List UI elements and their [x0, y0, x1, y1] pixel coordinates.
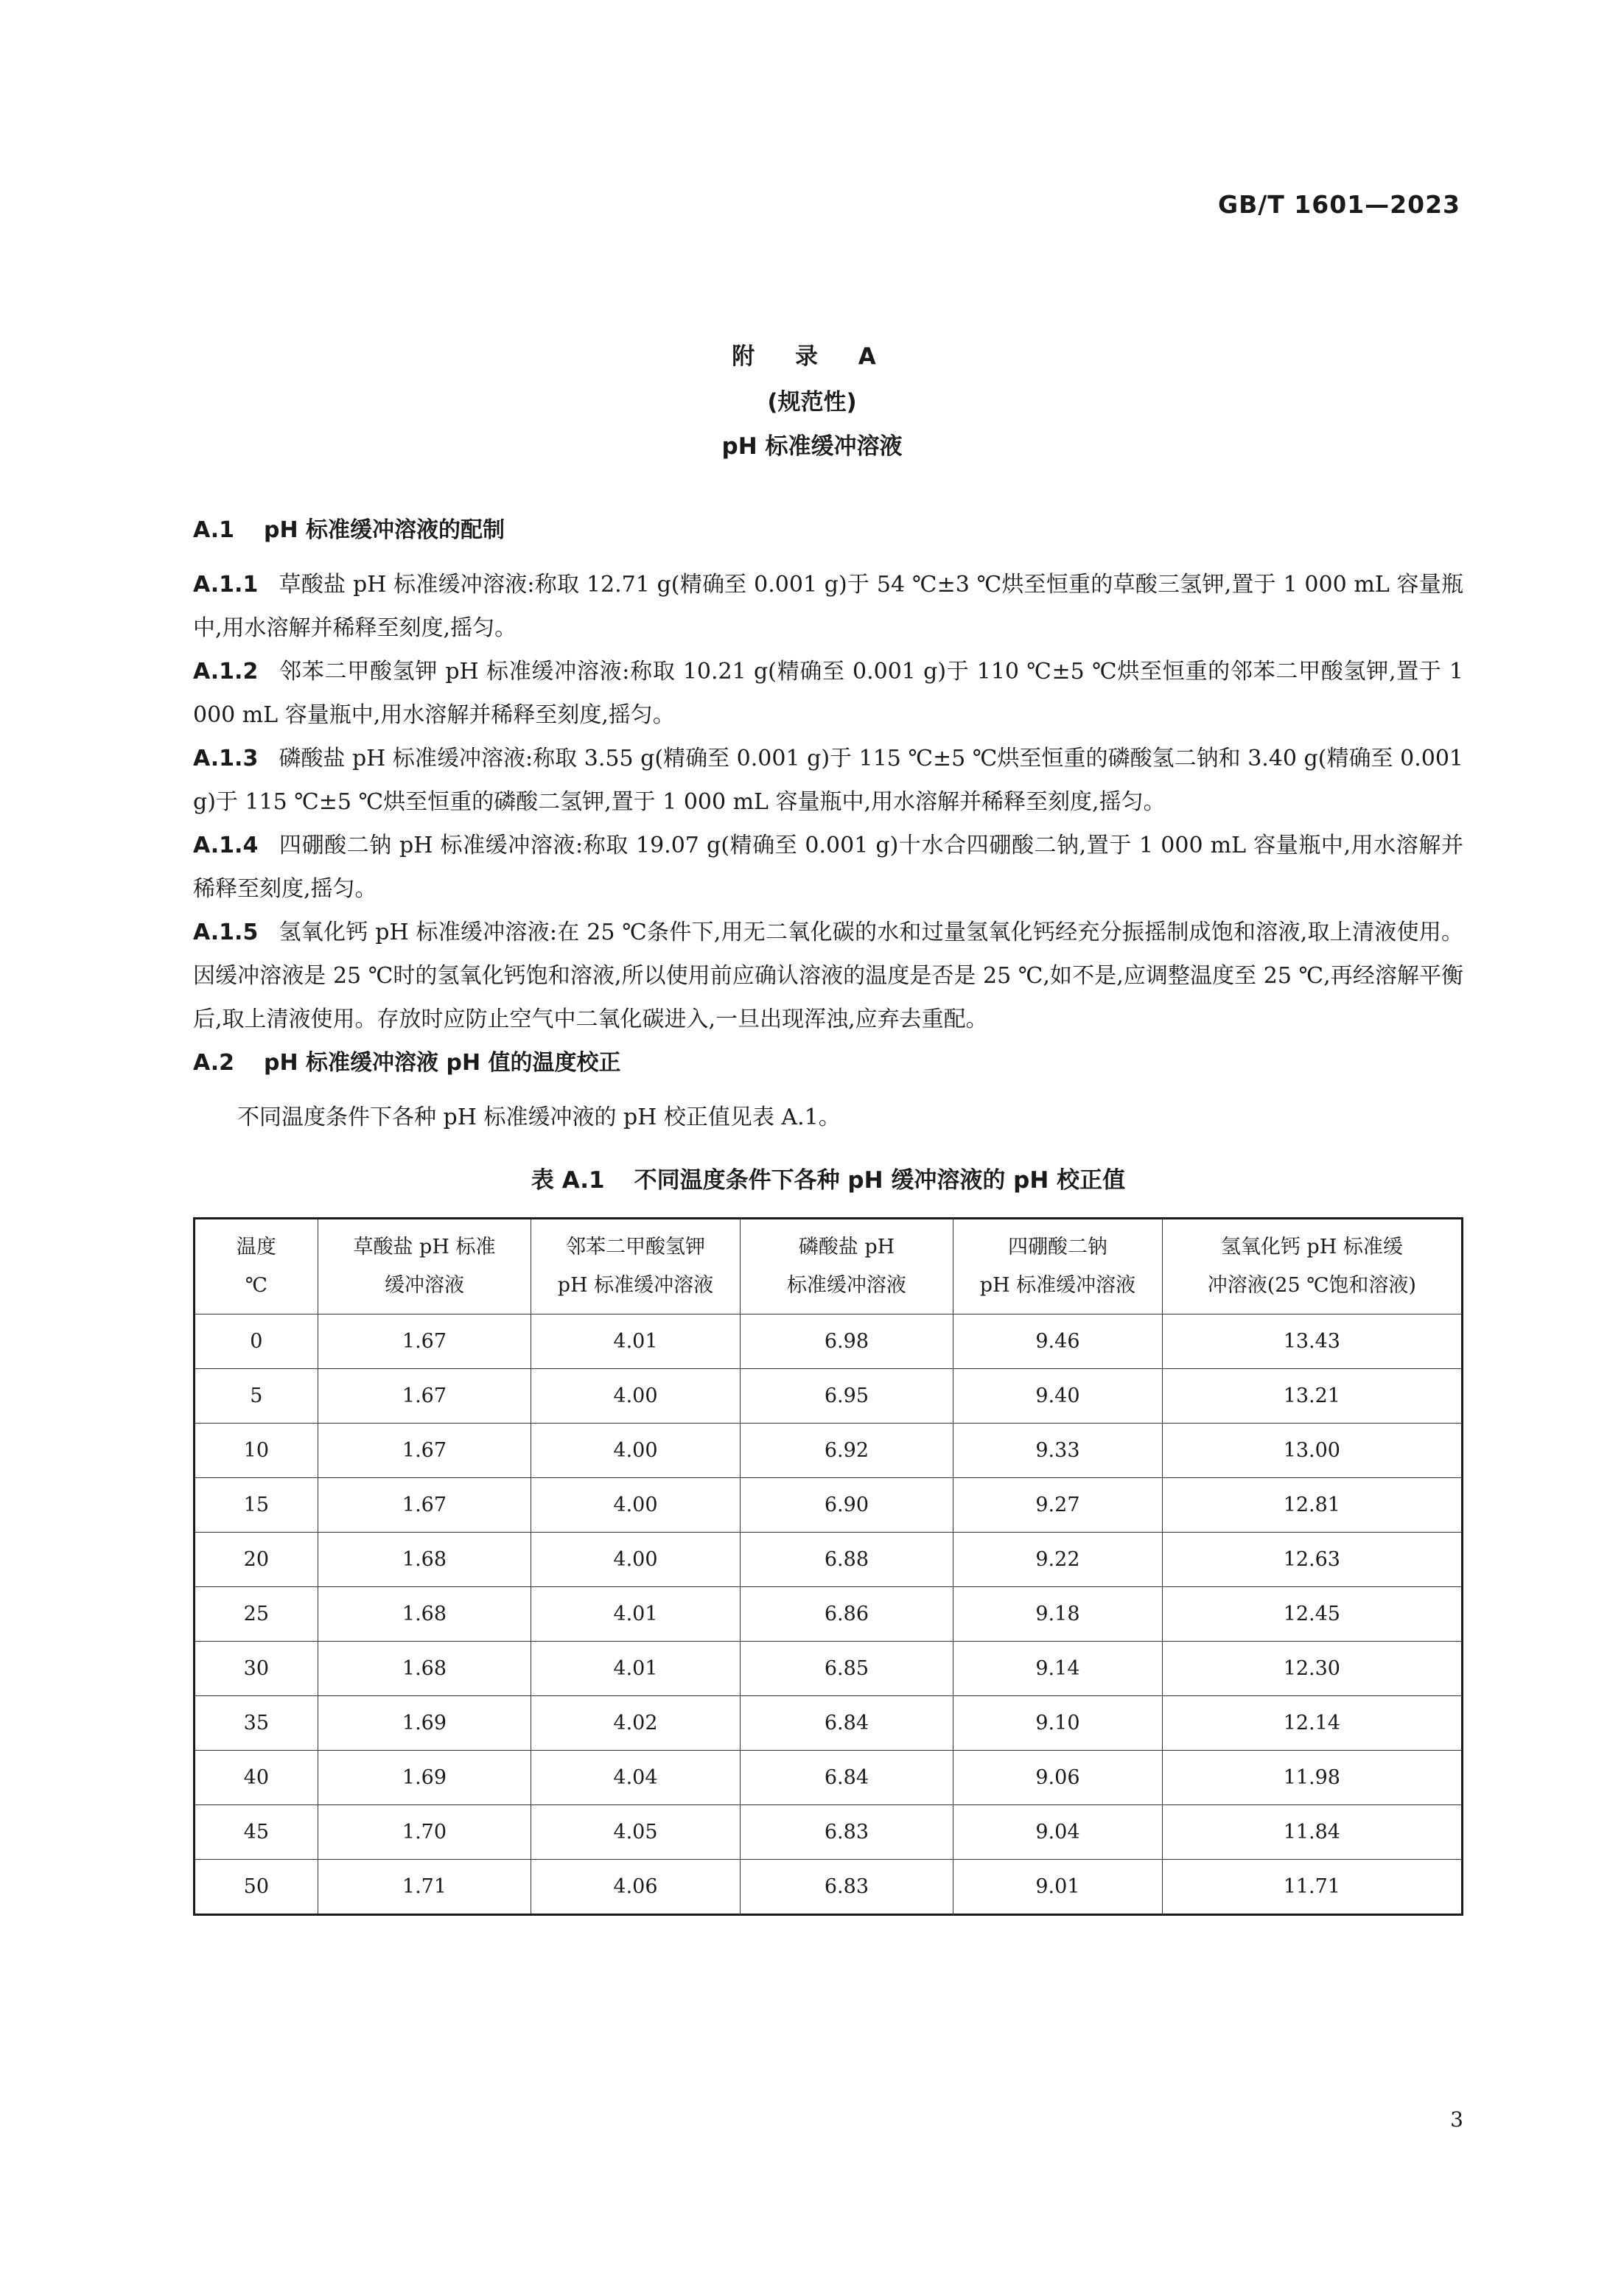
header-oxalate — [318, 1219, 531, 1314]
table-cell: 6.98 — [740, 1314, 953, 1369]
section-number: A.2 — [193, 1050, 235, 1076]
clause-text: 磷酸盐 pH 标准缓冲溶液:称取 3.55 g(精确至 0.001 g)于 115 ℃±5 ℃烘至恒重的磷酸氢二钠和 3.40 g(精确至 0.001 g)于 115 ℃±5 ℃烘至恒重的磷酸二氢钾,置于 1 000 mL 容量瓶中,用水溶解并稀释至刻度,摇匀。 — [193, 746, 1463, 815]
header-line: 邻苯二甲酸氢钾 — [565, 1236, 705, 1258]
table-cell: 6.85 — [740, 1642, 953, 1696]
table-cell: 9.27 — [953, 1478, 1163, 1533]
table-cell: 50 — [195, 1860, 318, 1915]
table-cell: 9.22 — [953, 1533, 1163, 1587]
table-cell: 6.84 — [740, 1751, 953, 1805]
section-number: A.1 — [193, 517, 235, 543]
header-line: pH 标准缓冲溶液 — [557, 1274, 714, 1297]
table-cell: 6.83 — [740, 1805, 953, 1860]
table-cell: 1.68 — [318, 1587, 531, 1642]
table-cell: 9.40 — [953, 1369, 1163, 1424]
table-row — [195, 1696, 1463, 1751]
table-cell: 9.10 — [953, 1696, 1163, 1751]
table-cell: 0 — [195, 1314, 318, 1369]
table-cell: 12.14 — [1162, 1696, 1462, 1751]
table-cell: 40 — [195, 1751, 318, 1805]
table-row — [195, 1587, 1463, 1642]
table-cell: 9.06 — [953, 1751, 1163, 1805]
header-line: pH 标准缓冲溶液 — [979, 1274, 1136, 1297]
table-cell: 12.63 — [1162, 1533, 1462, 1587]
table-cell: 9.18 — [953, 1587, 1163, 1642]
table-cell: 4.01 — [531, 1642, 741, 1696]
table-body — [195, 1314, 1463, 1915]
page-number: 3 — [1450, 2107, 1463, 2132]
table-cell: 4.00 — [531, 1533, 741, 1587]
table-number: 表 A.1 — [531, 1167, 605, 1194]
annex-title: 附 录 A — [732, 343, 892, 370]
header-phosphate — [740, 1219, 953, 1314]
section-a2-text: 不同温度条件下各种 pH 标准缓冲液的 pH 校正值见表 A.1。 — [237, 1105, 841, 1130]
table-cell: 1.69 — [318, 1696, 531, 1751]
header-line: 冲溶液(25 ℃饱和溶液) — [1207, 1274, 1416, 1297]
table-cell: 25 — [195, 1587, 318, 1642]
table-row — [195, 1533, 1463, 1587]
table-cell: 1.67 — [318, 1369, 531, 1424]
clause-number: A.1.1 — [193, 572, 259, 598]
header-line: 氢氧化钙 pH 标准缓 — [1220, 1236, 1403, 1258]
header-phthalate — [531, 1219, 741, 1314]
clause-text: 邻苯二甲酸氢钾 pH 标准缓冲溶液:称取 10.21 g(精确至 0.001 g)于 110 ℃±5 ℃烘至恒重的邻苯二甲酸氢钾,置于 1 000 mL 容量瓶中,用水溶解并稀释至刻度,摇匀。 — [193, 659, 1463, 728]
table-cell: 6.86 — [740, 1587, 953, 1642]
table-cell: 1.68 — [318, 1642, 531, 1696]
header-line: 草酸盐 pH 标准 — [353, 1236, 496, 1258]
header-calcium-hydroxide — [1162, 1219, 1462, 1314]
clause-number: A.1.2 — [193, 659, 259, 685]
table-cell: 1.70 — [318, 1805, 531, 1860]
section-title: pH 标准缓冲溶液的配制 — [264, 517, 505, 543]
header-line: 温度 — [236, 1236, 276, 1258]
table-cell: 15 — [195, 1478, 318, 1533]
table-cell: 11.84 — [1162, 1805, 1462, 1860]
table-cell: 4.00 — [531, 1424, 741, 1478]
header-line: 缓冲溶液 — [384, 1274, 464, 1297]
table-row — [195, 1314, 1463, 1369]
annex-name: pH 标准缓冲溶液 — [721, 433, 903, 460]
table-cell: 11.98 — [1162, 1751, 1462, 1805]
table-cell: 35 — [195, 1696, 318, 1751]
table-cell: 4.02 — [531, 1696, 741, 1751]
table-cell: 4.05 — [531, 1805, 741, 1860]
table-cell: 4.01 — [531, 1587, 741, 1642]
table-cell: 12.45 — [1162, 1587, 1462, 1642]
table-row — [195, 1642, 1463, 1696]
clause-a1-4 — [193, 824, 1463, 911]
header-borax — [953, 1219, 1163, 1314]
table-cell: 20 — [195, 1533, 318, 1587]
table-caption-text: 不同温度条件下各种 pH 缓冲溶液的 pH 校正值 — [634, 1167, 1126, 1194]
clause-number: A.1.3 — [193, 746, 259, 771]
clause-number: A.1.5 — [193, 920, 259, 945]
table-cell: 1.68 — [318, 1533, 531, 1587]
header-temperature — [195, 1219, 318, 1314]
table-cell: 9.14 — [953, 1642, 1163, 1696]
table-cell: 4.00 — [531, 1369, 741, 1424]
clause-number: A.1.4 — [193, 833, 259, 858]
table-cell: 9.46 — [953, 1314, 1163, 1369]
table-caption — [193, 1158, 1463, 1202]
header-line: ℃ — [245, 1274, 267, 1297]
table-cell: 4.06 — [531, 1860, 741, 1915]
table-row — [195, 1369, 1463, 1424]
table-cell: 10 — [195, 1424, 318, 1478]
table-cell: 4.01 — [531, 1314, 741, 1369]
table-cell: 6.90 — [740, 1478, 953, 1533]
table-cell: 6.83 — [740, 1860, 953, 1915]
ph-correction-table — [193, 1217, 1463, 1916]
table-row — [195, 1805, 1463, 1860]
table-cell: 1.67 — [318, 1478, 531, 1533]
clause-a1-1 — [193, 563, 1463, 650]
table-cell: 12.81 — [1162, 1478, 1462, 1533]
table-cell: 13.00 — [1162, 1424, 1462, 1478]
table-cell: 6.88 — [740, 1533, 953, 1587]
table-cell: 1.69 — [318, 1751, 531, 1805]
section-heading-a1 — [193, 508, 1463, 553]
table-cell: 1.67 — [318, 1424, 531, 1478]
table-cell: 6.92 — [740, 1424, 953, 1478]
clause-text: 四硼酸二钠 pH 标准缓冲溶液:称取 19.07 g(精确至 0.001 g)十水合四硼酸二钠,置于 1 000 mL 容量瓶中,用水溶解并稀释至刻度,摇匀。 — [193, 833, 1463, 902]
section-heading-a2 — [193, 1041, 1463, 1085]
table-cell: 9.01 — [953, 1860, 1163, 1915]
table-cell: 13.21 — [1162, 1369, 1462, 1424]
table-header-row — [195, 1219, 1463, 1314]
table-cell: 5 — [195, 1369, 318, 1424]
table-row — [195, 1424, 1463, 1478]
table-cell: 4.04 — [531, 1751, 741, 1805]
clause-a1-5 — [193, 911, 1463, 1041]
table-cell: 9.33 — [953, 1424, 1163, 1478]
clause-a1-2 — [193, 650, 1463, 737]
table-cell: 4.00 — [531, 1478, 741, 1533]
annex-nature: (规范性) — [767, 389, 857, 416]
clause-text: 氢氧化钙 pH 标准缓冲溶液:在 25 ℃条件下,用无二氧化碳的水和过量氢氧化钙经充分振摇制成饱和溶液,取上清液使用。因缓冲溶液是 25 ℃时的氢氧化钙饱和溶液,所以使用前应确认溶液的温度是否是 25 ℃,如不是,应调整温度至 25 ℃,再经溶解平衡后,取上清液使用。存放时应防止空气中二氧化碳进入,一旦出现浑浊,应弃去重配。 — [193, 920, 1463, 1032]
table-cell: 11.71 — [1162, 1860, 1462, 1915]
standard-code: GB/T 1601—2023 — [1218, 190, 1460, 219]
clause-text: 草酸盐 pH 标准缓冲溶液:称取 12.71 g(精确至 0.001 g)于 54 ℃±3 ℃烘至恒重的草酸三氢钾,置于 1 000 mL 容量瓶中,用水溶解并稀释至刻度,摇匀。 — [193, 572, 1463, 641]
table-cell: 1.67 — [318, 1314, 531, 1369]
section-title: pH 标准缓冲溶液 pH 值的温度校正 — [264, 1050, 621, 1076]
table-cell: 13.43 — [1162, 1314, 1462, 1369]
table-cell: 1.71 — [318, 1860, 531, 1915]
header-line: 磷酸盐 pH — [798, 1236, 895, 1258]
table-row — [195, 1860, 1463, 1915]
table-cell: 6.84 — [740, 1696, 953, 1751]
header-line: 四硼酸二钠 — [1007, 1236, 1107, 1258]
table-cell: 9.04 — [953, 1805, 1163, 1860]
table-cell: 12.30 — [1162, 1642, 1462, 1696]
table-row — [195, 1478, 1463, 1533]
clause-a1-3 — [193, 737, 1463, 824]
header-line: 标准缓冲溶液 — [786, 1274, 906, 1297]
table-cell: 6.95 — [740, 1369, 953, 1424]
table-cell: 45 — [195, 1805, 318, 1860]
table-cell: 30 — [195, 1642, 318, 1696]
document-body — [193, 508, 1463, 1916]
table-row — [195, 1751, 1463, 1805]
